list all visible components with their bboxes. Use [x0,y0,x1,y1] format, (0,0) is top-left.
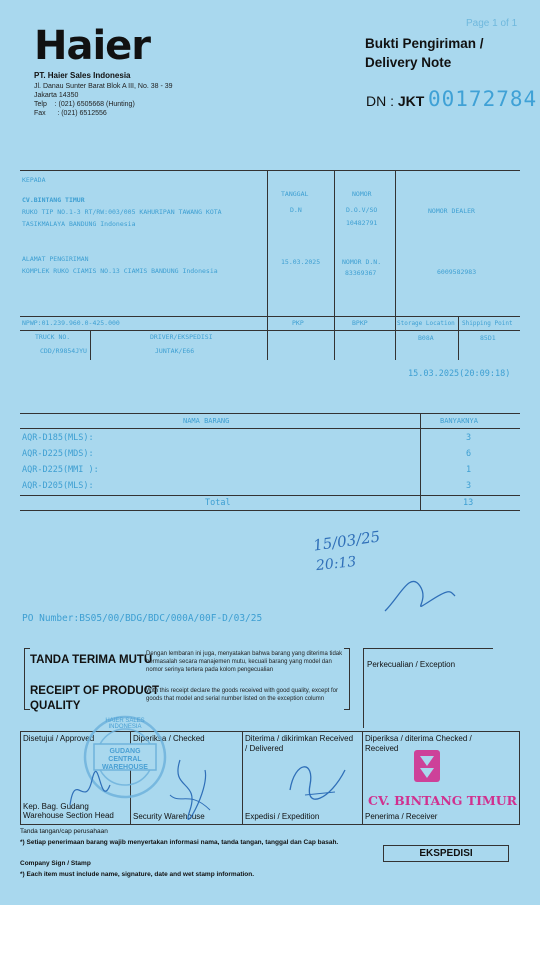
sig-divider [242,731,243,825]
sig-bottom-border [20,824,520,825]
expedition-signature [285,750,355,810]
shipping-value: 85D1 [480,334,496,342]
nomor-dn-value: 83369367 [345,269,377,277]
driver-label: DRIVER/EKSPEDISI [150,333,213,341]
item-qty: 3 [466,481,472,491]
sig-approved-label: Disetujui / Approved [23,734,95,743]
item-name: AQR-D205(MLS): [22,481,94,491]
item-qty: 6 [466,449,472,459]
receipt-title-1: RECEIPT OF PRODUCT [30,685,160,697]
info-divider [90,330,91,360]
footer-line-1: Tanda tangan/cap perusahaan [20,828,108,835]
sig-divider [519,731,520,825]
dn-number: 00172784 [428,87,538,111]
sig-divider [362,731,363,825]
dn-date: 15.03.2025 [281,258,321,266]
truck-label: TRUCK NO. [35,333,71,341]
receipt-bracket [344,709,350,710]
haier-logo: Haier [34,23,151,69]
timestamp: 15.03.2025(20:09:18) [408,369,511,379]
approval-signatures [60,750,220,820]
kepada-label: KEPADA [22,176,46,184]
document-title: Bukti Pengiriman / Delivery Note [365,36,484,70]
shipping-label: Shipping Point [462,320,513,327]
info-divider [395,170,396,360]
info-divider [334,170,335,360]
footer-line-2: *) Setiap penerimaan barang wajib menyertakan informasi nama, tanda tangan, tanggal dan Cap basah. [20,839,339,846]
handwritten-time: 20:13 [315,553,358,575]
customer-address-1: RUKO TIP NO.1-3 RT/RW:003/005 KAHURIPAN TAWANG KOTA [22,208,222,216]
ekspedisi-box: EKSPEDISI [383,845,509,862]
nomor-label: NOMOR [352,190,372,198]
item-name: AQR-D185(MLS): [22,433,94,443]
page-indicator: Page 1 of 1 [466,18,518,29]
total-label: Total [205,498,231,508]
col-name-header: NAMA BARANG [183,417,230,425]
info-top-border [20,170,520,171]
receipt-title-2: QUALITY [30,700,81,712]
item-qty: 3 [466,433,472,443]
sig-receiver-label: Penerima / Receiver [365,812,438,821]
exception-box-border [363,648,364,728]
nomor-dn-label: NOMOR D.N. [342,258,382,266]
receipt-bracket [24,648,30,649]
company-address: Jl. Danau Sunter Barat Blok A III, No. 38 - 39 Jakarta 14350 Telp : (021) 6505668 (Hunting) Fax : (021) 6512556 [34,83,173,117]
haier-stamp-text: HAIER SALES INDONESIA [105,718,145,730]
npwp: NPWP:01.239.960.0-425.000 [22,319,120,327]
item-name: AQR-D225(MDS): [22,449,94,459]
nomor-value: 10482791 [346,219,378,227]
storage-value: B08A [418,334,434,342]
receipt-bracket [349,648,350,710]
sig-divider [20,731,21,825]
customer-address-2: TASIKMALAYA BANDUNG Indonesia [22,220,136,228]
sig-checked-label: Diperiksa / Checked [133,734,205,743]
receipt-bracket [24,648,25,710]
sig-expedisi-label: Expedisi / Expedition [245,812,320,821]
sig-delivered-label: Diterima / dikirimkan Received / Delivered [245,734,354,753]
company-name: PT. Haier Sales Indonesia [34,71,131,80]
info-divider [458,316,459,360]
items-top-border [20,413,520,414]
items-rows-border [20,495,520,496]
footer-line-3: Company Sign / Stamp [20,860,91,867]
po-number: PO Number:BS05/00/BDG/BDC/000A/00F-D/03/25 [22,613,263,624]
customer-name: CV.BINTANG TIMUR [22,196,85,204]
bpkp-label: BPKP [352,319,368,327]
truck-value: CDD/R9854JYU [40,347,87,355]
company-stamp-text: CV. BINTANG TIMUR [368,793,518,808]
tanggal-label: TANGGAL [281,190,309,198]
info-divider [20,330,520,331]
handwritten-signature [380,566,460,616]
driver-value: JUNTAK/E66 [155,347,195,355]
total-value: 13 [463,498,474,508]
items-divider [420,413,421,510]
col-qty-header: BANYAKNYA [440,417,478,425]
items-header-border [20,428,520,429]
tanggal-sub: D.N [290,206,302,214]
nomor-dealer-label: NOMOR DEALER [428,207,475,215]
tanda-terima-title: TANDA TERIMA MUTU [30,654,153,666]
info-divider [267,170,268,360]
storage-label: Storage Location [397,320,455,327]
sig-security-label: Security Warehouse [133,812,205,821]
item-qty: 1 [466,465,472,475]
info-divider [20,316,520,317]
alamat-value: KOMPLEK RUKO CIAMIS NO.13 CIAMIS BANDUNG Indonesia [22,267,218,275]
footer-line-4: *) Each item must include name, signature, date and wet stamp information. [20,871,255,878]
item-name: AQR-D225(MMI ): [22,465,99,475]
handwritten-date: 15/03/25 [312,527,382,555]
pkp-label: PKP [292,319,304,327]
company-logo-stamp [412,748,442,784]
sig-section-head-label: Kep. Bag. Gudang Warehouse Section Head [23,802,114,820]
dealer-number: 6009582983 [437,268,477,276]
warehouse-stamp-text: GUDANG CENTRAL WAREHOUSE [102,748,148,771]
sig-checked-received-label: Diperiksa / diterima Checked / Received [365,734,472,753]
dn-label: DN : JKT [366,93,425,109]
alamat-label: ALAMAT PENGIRIMAN [22,255,89,263]
nomor-sub: D.O.V/SO [346,206,378,214]
exception-label: Perkecualian / Exception [367,660,456,669]
tanda-terima-text: Dengan lembaran ini juga, menyatakan bahwa barang yang diterima tidak bermasalah secara manajemen mutu, kecuali barang yang model dan nomor serinya tertera pada kolom pengecualian [146,651,343,673]
receipt-bracket [344,648,350,649]
receipt-text: With this receipt declare the goods received with good quality, except for goods that model and serial number listed on the exception column [146,688,338,702]
items-bottom-border [20,510,520,511]
exception-box-border [363,648,493,649]
